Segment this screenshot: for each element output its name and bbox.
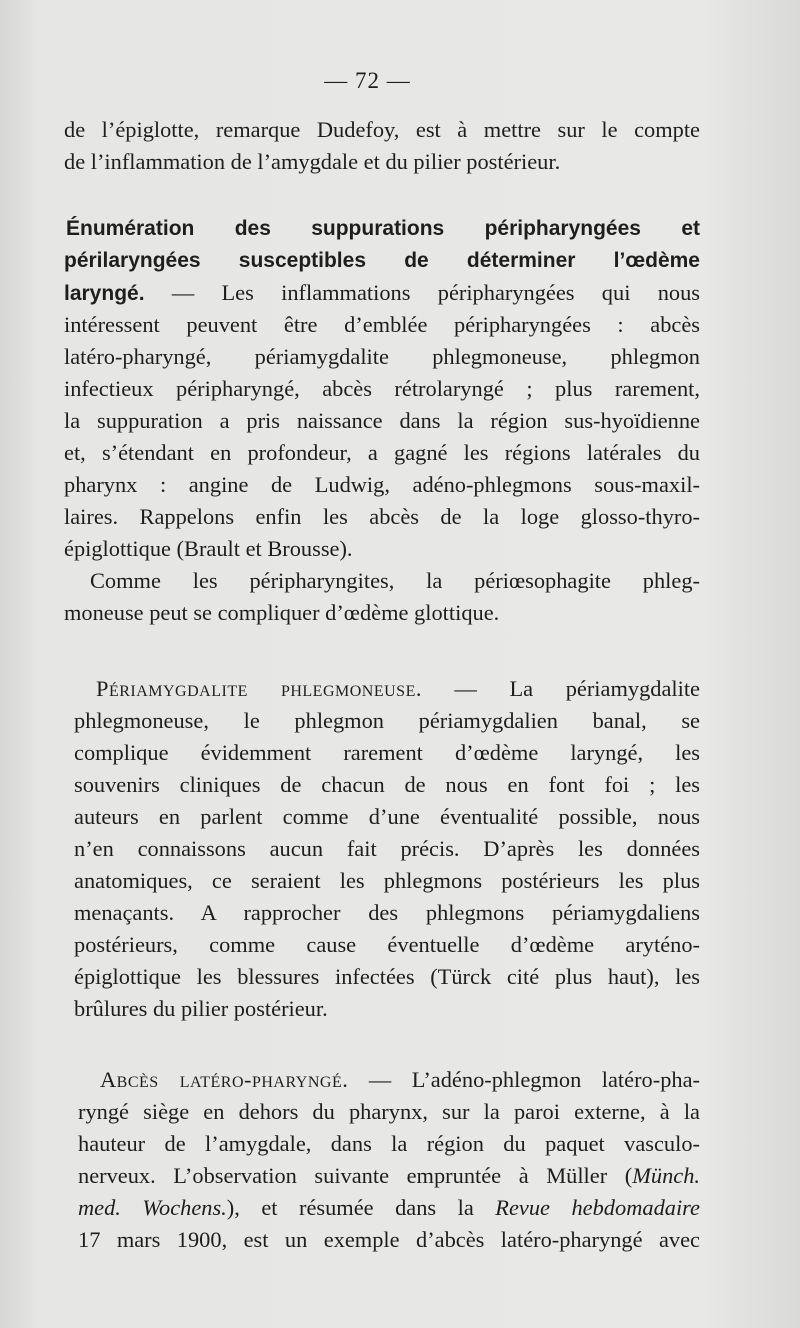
text-line: brûlures du pilier postérieur. bbox=[74, 996, 328, 1021]
text-line: auteurs en parlent comme d’une éventualité possible, nous bbox=[74, 804, 700, 829]
text-line: 17 mars 1900, est un exemple d’abcès latéro-pharyngé avec bbox=[78, 1227, 700, 1252]
text-line: complique évidemment rarement d’œdème laryngé, les bbox=[74, 740, 700, 765]
section-heading-line: laryngé. bbox=[64, 282, 145, 305]
text-line: moneuse peut se compliquer d’œdème glottique. bbox=[64, 600, 500, 625]
text-line: la suppuration a pris naissance dans la région sus-hyoïdienne bbox=[64, 408, 700, 433]
text-line: anatomiques, ce seraient les phlegmons postérieurs les plus bbox=[74, 868, 700, 893]
text-line: intéressent peuvent être d’emblée péripharyngées : abcès bbox=[64, 312, 700, 337]
journal-title: Münch. bbox=[632, 1163, 700, 1188]
text-fragment: ), et résumée dans la bbox=[226, 1195, 496, 1220]
section-heading: Abcès latéro-pharyngé. bbox=[100, 1067, 349, 1092]
text-line: postérieurs, comme cause éventuelle d’œdème aryténo- bbox=[74, 932, 700, 957]
text-line: phlegmoneuse, le phlegmon périamygdalien banal, se bbox=[74, 708, 700, 733]
text-line: de l’inflammation de l’amygdale et du pilier postérieur. bbox=[64, 149, 561, 174]
section-heading-line: Énumération des suppurations péripharyngées et bbox=[66, 217, 700, 240]
text-line: menaçants. A rapprocher des phlegmons périamygdaliens bbox=[74, 900, 700, 925]
text-line: hauteur de l’amygdale, dans la région du paquet vasculo- bbox=[78, 1131, 700, 1156]
section-enumeration bbox=[64, 213, 700, 629]
text-line: Comme les péripharyngites, la périœsophagite phleg- bbox=[90, 568, 700, 593]
paragraph-continuation bbox=[64, 114, 700, 178]
text-line: laires. Rappelons enfin les abcès de la loge glosso-thyro- bbox=[64, 504, 700, 529]
text-fragment: — Les inflammations péripharyngées qui nous bbox=[144, 280, 700, 305]
page-number: — 72 — bbox=[324, 68, 411, 93]
text-line: épiglottique (Brault et Brousse). bbox=[64, 536, 353, 561]
text-line: infectieux péripharyngé, abcès rétrolaryngé ; plus rarement, bbox=[64, 376, 700, 401]
journal-title: med. Wochens. bbox=[78, 1195, 227, 1220]
section-heading-line: périlaryngées susceptibles de déterminer l’œdème bbox=[64, 249, 700, 272]
text-line bbox=[78, 1064, 700, 1096]
text-line: latéro-pharyngé, périamygdalite phlegmoneuse, phlegmon bbox=[64, 344, 700, 369]
text-fragment: — L’adéno-phlegmon latéro-pha- bbox=[348, 1067, 700, 1092]
text-line: de l’épiglotte, remarque Dudefoy, est à mettre sur le compte bbox=[64, 117, 700, 142]
text-fragment: nerveux. L’observation suivante empruntée à Müller ( bbox=[78, 1163, 633, 1188]
section-heading: Périamygdalite phlegmoneuse. bbox=[96, 676, 422, 701]
text-line bbox=[74, 673, 700, 705]
text-line bbox=[64, 277, 700, 309]
section-periamygdalite bbox=[74, 673, 700, 1025]
text-line: épiglottique les blessures infectées (Türck cité plus haut), les bbox=[74, 964, 700, 989]
text-line: souvenirs cliniques de chacun de nous en font foi ; les bbox=[74, 772, 700, 797]
journal-title: Revue hebdomadaire bbox=[495, 1195, 700, 1220]
text-line bbox=[78, 1192, 700, 1224]
text-line bbox=[78, 1160, 700, 1192]
text-line: n’en connaissons aucun fait précis. D’après les données bbox=[74, 836, 700, 861]
text-line: pharynx : angine de Ludwig, adéno-phlegmons sous-maxil- bbox=[64, 472, 700, 497]
text-fragment: — La périamygdalite bbox=[421, 676, 700, 701]
text-line: et, s’étendant en profondeur, a gagné les régions latérales du bbox=[64, 440, 700, 465]
section-abces-latero-pharynge bbox=[78, 1064, 700, 1256]
text-line: ryngé siège en dehors du pharynx, sur la paroi externe, à la bbox=[78, 1099, 700, 1124]
